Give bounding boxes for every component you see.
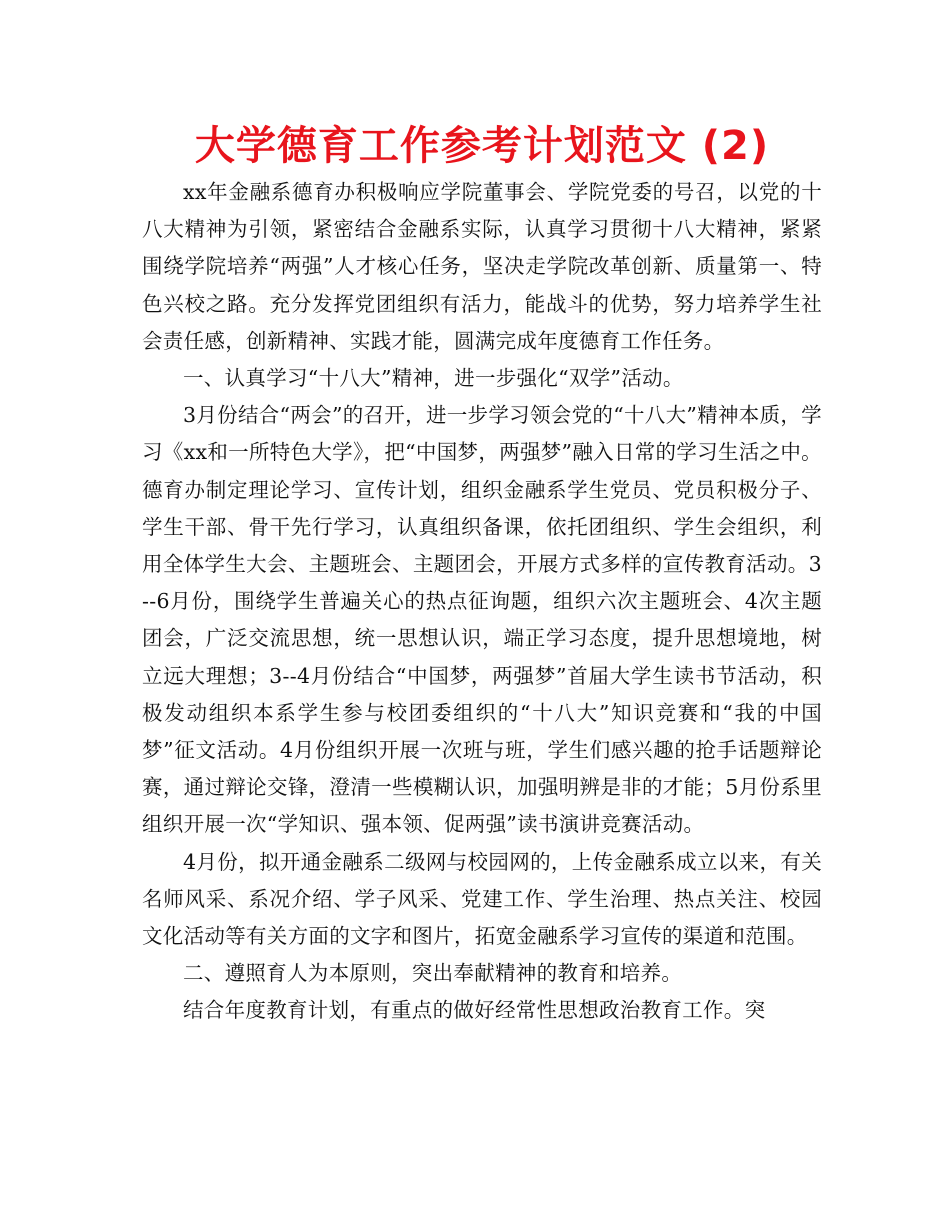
document-title: 大学德育工作参考计划范文 (2) bbox=[194, 123, 770, 169]
section-heading-1: 一、认真学习“十八大”精神，进一步强化“双学”活动。 bbox=[183, 366, 684, 391]
paragraph-march-study: 3月份结合“两会”的召开，进一步学习领会党的“十八大”精神本质，学习《xx和一所特色大学》，把“中国梦，两强梦”融入日常的学习生活之中。德育办制定理论学习、宣传计划，组织金融系学生党员、党员积极分子、学生干部、骨干先行学习，认真组织备课，依托团组织、学生会组织，利用全体学生大会、主题班会、主题团会，开展方式多样的宣传教育活动。3--6月份，围绕学生普遍关心的热点征询题，组织六次主题班会、4次主题团会，广泛交流思想，统一思想认识，端正学习态度，提升思想境地，树立远大理想；3--4月份结合“中国梦，两强梦”首届大学生读书节活动，积极发动组织本系学生参与校团委组织的“十八大”知识竞赛和“我的中国梦”征文活动。4月份组织开展一次班与班，学生们感兴趣的抢手话题辩论赛，通过辩论交锋，澄清一些模糊认识，加强明辨是非的才能；5月份系里组织开展一次“学知识、强本领、促两强”读书演讲竞赛活动。 bbox=[142, 403, 822, 837]
paragraph-intro: xx年金融系德育办积极响应学院董事会、学院党委的号召，以党的十八大精神为引领，紧密结合金融系实际，认真学习贯彻十八大精神，紧紧围绕学院培养“两强”人才核心任务，坚决走学院改革创新、质量第一、特色兴校之路。充分发挥党团组织有活力，能战斗的优势，努力培养学生社会责任感，创新精神、实践才能，圆满完成年度德育工作任务。 bbox=[142, 180, 822, 353]
paragraph-annual-plan: 结合年度教育计划，有重点的做好经常性思想政治教育工作。突 bbox=[183, 998, 766, 1023]
paragraph-april-website: 4月份，拟开通金融系二级网与校园网的，上传金融系成立以来，有关名师风采、系况介绍、学子风采、党建工作、学生治理、热点关注、校园文化活动等有关方面的文字和图片，拓宽金融系学习宣传的渠道和范围。 bbox=[142, 849, 822, 949]
document-body bbox=[142, 174, 822, 1030]
section-heading-2: 二、遵照育人为本原则，突出奉献精神的教育和培养。 bbox=[183, 961, 683, 986]
